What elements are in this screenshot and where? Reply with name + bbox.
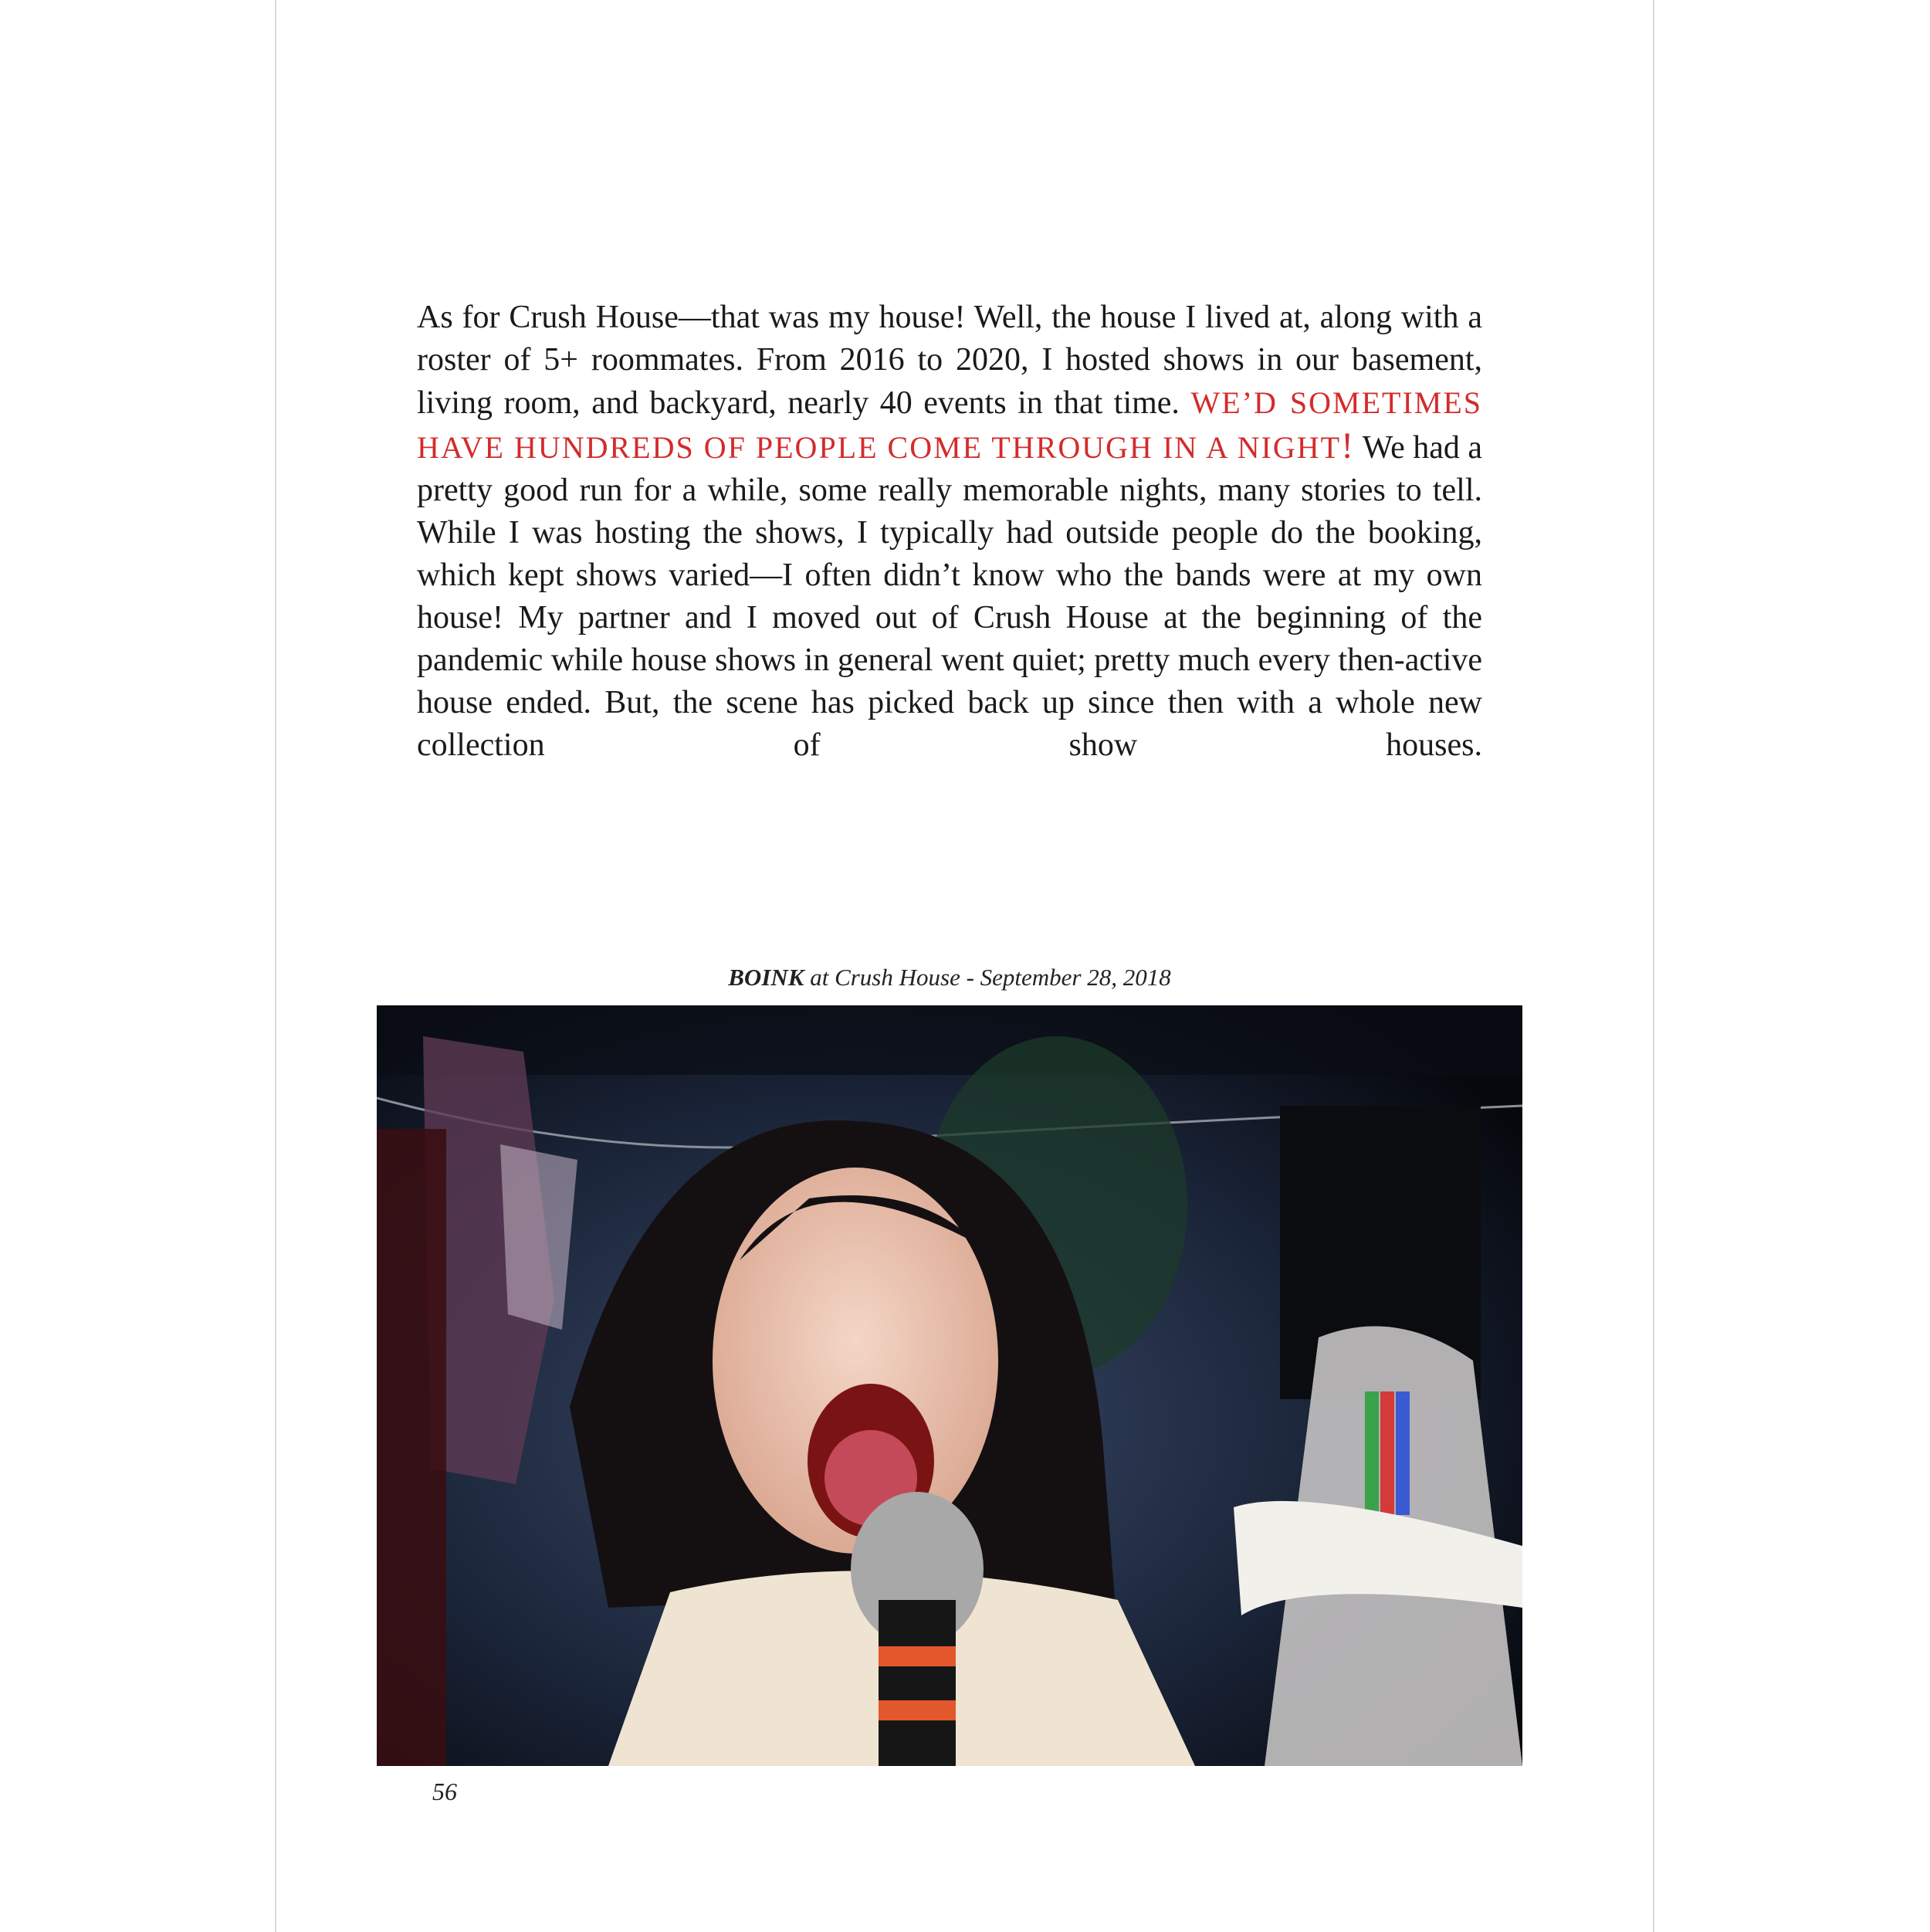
callout-text: WE’D SOMETIMES HAVE HUNDREDS OF PEOPLE COME THROUGH IN A NIGHT [417, 385, 1483, 465]
callout-exclamation: ! [1341, 425, 1356, 466]
paragraph-rest: We had a pretty good run for a while, some really memorable nights, many stories to tell. While I was hosting the shows, I typically had outside people do the booking, which kept shows varied—I often didn’t know who the bands were at my own house! My partner and I moved out of Crush House at the beginning of the pandemic while house shows in general went quiet; pretty much every then-active house ended. But, the scene has picked back up since then with a whole new collection of show houses. [417, 430, 1483, 763]
body-paragraph [417, 297, 1482, 767]
photo-caption [377, 964, 1522, 991]
caption-details: at Crush House - September 28, 2018 [810, 964, 1171, 991]
paragraph-intro: As for Crush House—that was my house! Well, the house I lived at, along with a roster of 5+ roommates. From 2016 to 2020, I hosted shows in our basement, living room, and backyard, nearly 40 events in that time. [417, 300, 1482, 421]
concert-photo [377, 1005, 1522, 1766]
caption-band-name: BOINK [728, 964, 804, 991]
page-number: 56 [432, 1778, 457, 1805]
